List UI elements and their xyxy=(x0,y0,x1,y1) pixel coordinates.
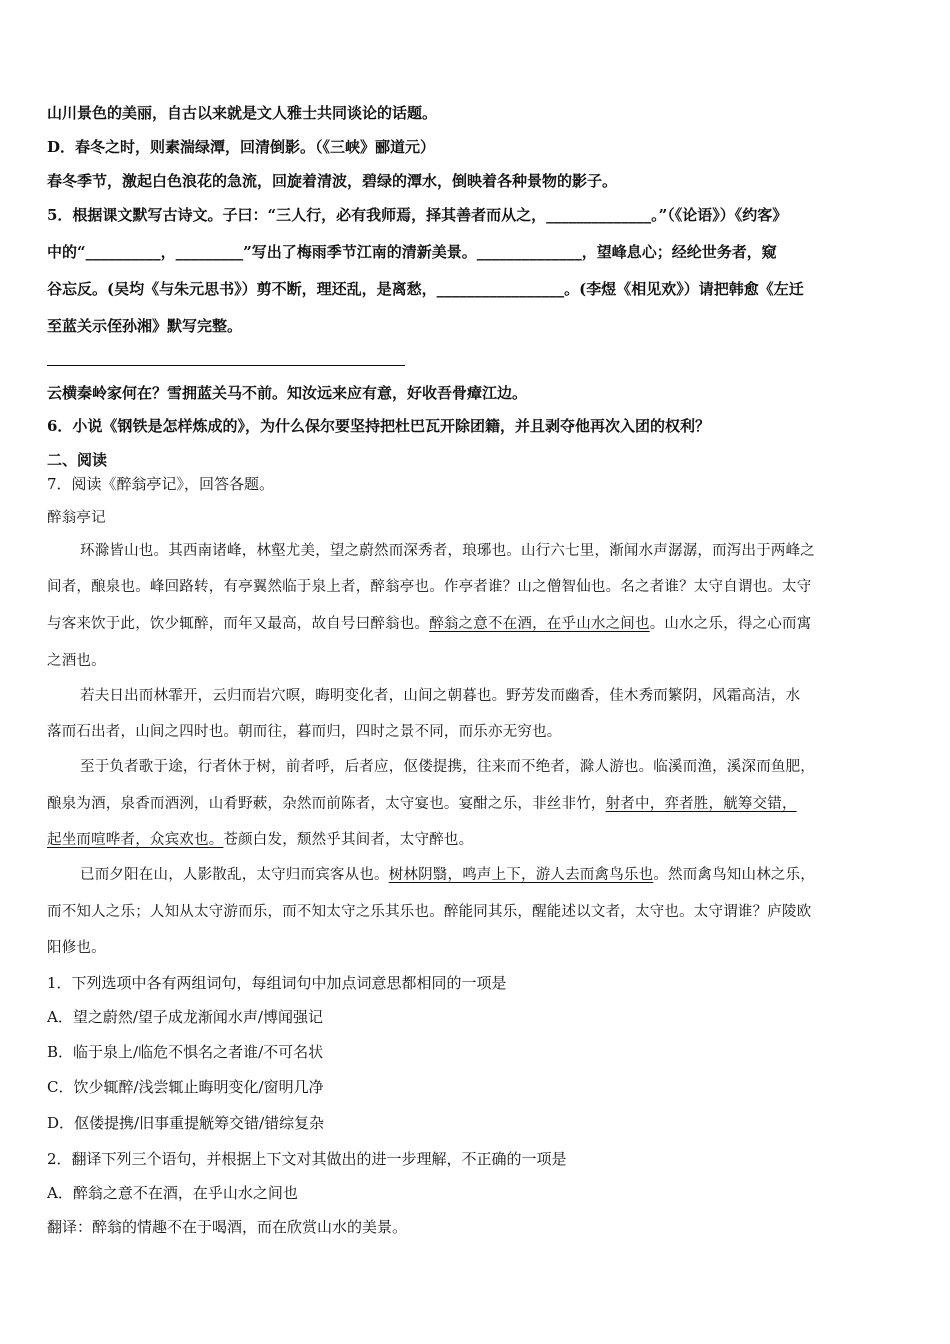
underlined-sentence: 射者中，弈者胜，觥筹交错， xyxy=(605,796,797,812)
essay-line: 间者，酿泉也。峰回路转，有亭翼然临于泉上者，醉翁亭也。作亭者谁？山之僧智仙也。名之者谁？太守自谓也。太守 xyxy=(47,579,812,595)
essay-text: 与客来饮于此，饮少辄醉，而年又最高，故自号曰醉翁也。 xyxy=(47,616,430,632)
essay-line: 环滁皆山也。其西南诸峰，林壑尤美，望之蔚然而深秀者，琅琊也。山行六七里，渐闻水声潺潺，而泻出于两峰之 xyxy=(80,543,815,559)
sub-question-1: 1．下列选项中各有两组词句，每组词句中加点词意思都相同的一项是 xyxy=(47,974,507,992)
essay-text: 。山水之乐，得之心而寓 xyxy=(649,616,812,632)
option-c: C．饮少辄醉/浅尝辄止晦明变化/窗明几净 xyxy=(47,1078,324,1096)
answer-rule xyxy=(47,365,405,366)
question-5-line: 中的“__________，_________”写出了梅雨季节江南的清新美景。______________，望峰息心；经纶世务者，窥 xyxy=(47,243,777,261)
essay-line: 至于负者歌于途，行者休于树，前者呼，后者应，伛偻提携，往来而不绝者，滁人游也。临溪而渔，溪深而鱼肥， xyxy=(80,759,815,775)
essay-line: 阳修也。 xyxy=(47,940,106,956)
option-d-line: D．春冬之时，则素湍绿潭，回清倒影。（《三峡》郦道元） xyxy=(47,138,436,156)
question-5-line: 至蓝关示侄孙湘》默写完整。 xyxy=(47,317,243,335)
essay-line xyxy=(47,614,811,634)
option-b: B．临于泉上/临危不惧名之者谁/不可名状 xyxy=(47,1043,324,1061)
question-5-line: 谷忘反。(吴均《与朱元思书》）剪不断，理还乱，是离愁，_________________。(李煜《相见欢》）请把韩愈《左迁 xyxy=(47,280,804,298)
sub-question-2: 2．翻译下列三个语句，并根据上下文对其做出的进一步理解，不正确的一项是 xyxy=(47,1150,567,1168)
option-a: A．望之蔚然/望子成龙渐闻水声/博闻强记 xyxy=(47,1008,323,1026)
underlined-sentence: 醉翁之意不在酒，在乎山水之间也 xyxy=(429,616,650,632)
underlined-sentence: 起坐而喧哗者，众宾欢也。 xyxy=(47,832,224,848)
option-a: A．醉翁之意不在酒，在乎山水之间也 xyxy=(47,1184,298,1202)
answer-line: 云横秦岭家何在？雪拥蓝关马不前。知汝远来应有意，好收吾骨瘴江边。 xyxy=(47,384,528,402)
text-line: 山川景色的美丽，自古以来就是文人雅士共同谈论的话题。 xyxy=(47,104,438,122)
essay-line: 落而石出者，山间之四时也。朝而往，暮而归，四时之景不同，而乐亦无穷也。 xyxy=(47,724,562,740)
essay-line: 之酒也。 xyxy=(47,653,106,669)
underlined-sentence: 树林阴翳，鸣声上下，游人去而禽鸟乐也 xyxy=(388,867,654,883)
question-5-line: 5．根据课文默写古诗文。子曰：“三人行，必有我师焉，择其善者而从之，______________。”（《论语》）《约客》 xyxy=(47,206,788,224)
essay-text: 苍颜白发，颓然乎其间者，太守醉也。 xyxy=(223,832,474,848)
essay-text: 酿泉为酒，泉香而酒洌，山肴野蔌，杂然而前陈者，太守宴也。宴酣之乐，非丝非竹， xyxy=(47,796,606,812)
essay-text: 已而夕阳在山，人影散乱，太守归而宾客从也。 xyxy=(80,867,389,883)
essay-line xyxy=(47,830,473,850)
essay-text: 。然而禽鸟知山林之乐， xyxy=(653,867,816,883)
essay-line xyxy=(47,794,797,814)
option-d: D．伛偻提携/旧事重提觥筹交错/错综复杂 xyxy=(47,1114,325,1132)
question-6: 6．小说《钢铁是怎样炼成的》，为什么保尔要坚持把杜巴瓦开除团籍，并且剥夺他再次入团的权利？ xyxy=(47,417,710,435)
question-7: 7．阅读《醉翁亭记》，回答各题。 xyxy=(47,475,275,493)
translation-line: 翻译：醉翁的情趣不在于喝酒，而在欣赏山水的美景。 xyxy=(47,1218,408,1236)
essay-line: 若夫日出而林霏开，云归而岩穴暝，晦明变化者，山间之朝暮也。野芳发而幽香，佳木秀而繁阴，风霜高洁，水 xyxy=(80,688,801,704)
text-line: 春冬季节，激起白色浪花的急流，回旋着清波，碧绿的潭水，倒映着各种景物的影子。 xyxy=(47,172,618,190)
section-heading: 二、阅读 xyxy=(47,451,108,469)
essay-line: 而不知人之乐；人知从太守游而乐，而不知太守之乐其乐也。醉能同其乐，醒能述以文者，太守也。太守谓谁？庐陵欧 xyxy=(47,904,812,920)
essay-title: 醉翁亭记 xyxy=(47,510,106,526)
essay-line xyxy=(80,865,815,885)
